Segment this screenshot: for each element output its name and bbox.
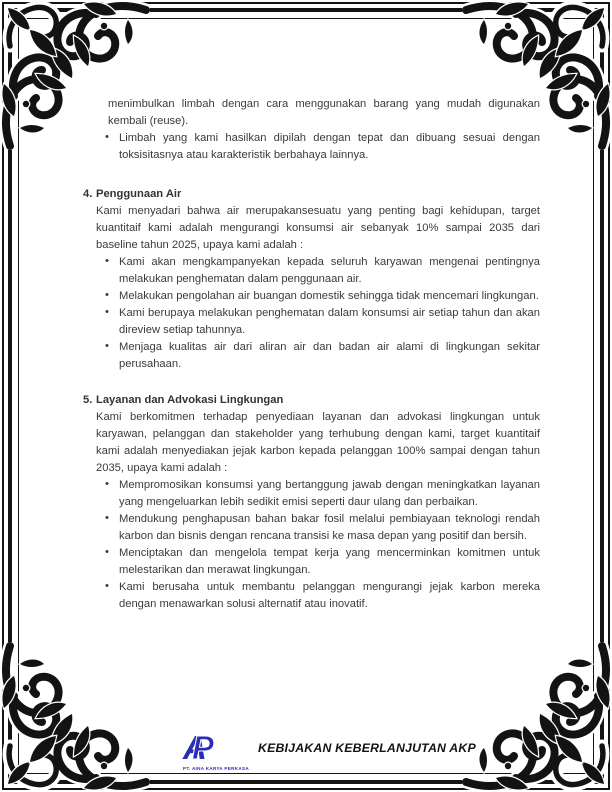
company-logo bbox=[183, 731, 249, 771]
logo-letter-a: A bbox=[183, 729, 192, 766]
logo-company-name: PT. AINA KARYA PERKASA bbox=[183, 766, 249, 771]
list-item-text: Kami berupaya melakukan penghematan dalam konsumsi air setiap tahun dan akan direview setiap tahunnya. bbox=[119, 307, 540, 336]
list-item bbox=[96, 511, 540, 545]
section-bullet-list bbox=[96, 477, 540, 613]
continuation-paragraph: menimbulkan limbah dengan cara menggunakan barang yang mudah digunakan kembali (reuse). bbox=[108, 98, 540, 127]
page-footer bbox=[183, 731, 476, 771]
bullet-icon: • bbox=[105, 289, 109, 301]
section-heading bbox=[83, 186, 540, 203]
bullet-icon: • bbox=[105, 340, 109, 352]
list-item bbox=[96, 545, 540, 579]
list-item-text: Kami berusaha untuk membantu pelanggan mengurangi jejak karbon mereka dengan menawarkan solusi alternatif atau inovatif. bbox=[119, 581, 540, 610]
list-item-text: Limbah yang kami hasilkan dipilah dengan tepat dan dibuang sesuai dengan toksisitasnya atau karakteristik berbahaya lainnya. bbox=[119, 132, 540, 161]
section-title: Penggunaan Air bbox=[96, 188, 182, 200]
bullet-icon: • bbox=[105, 512, 109, 524]
bullet-icon: • bbox=[105, 306, 109, 318]
bullet-icon: • bbox=[105, 255, 109, 267]
section-penggunaan-air bbox=[83, 186, 540, 373]
list-item-text: Mempromosikan konsumsi yang bertanggung jawab dengan meningkatkan layanan yang mengeluarkan lebih sedikit emisi seperti daur ulang dan perbaikan. bbox=[119, 479, 540, 508]
list-item-text: Menjaga kualitas air dari aliran air dan badan air alami di lingkungan sekitar perusahaan. bbox=[119, 341, 540, 370]
floral-corner-ornament-bottom-right bbox=[462, 642, 612, 792]
section-bullet-list bbox=[96, 254, 540, 373]
bullet-icon: • bbox=[105, 478, 109, 490]
list-item bbox=[96, 130, 540, 164]
footer-title: KEBIJAKAN KEBERLANJUTAN AKP bbox=[257, 741, 476, 755]
bullet-icon: • bbox=[105, 131, 109, 143]
list-item-text: Kami akan mengkampanyekan kepada seluruh karyawan mengenai pentingnya melakukan penghematan dalam penggunaan air. bbox=[119, 256, 540, 285]
section-paragraph: Kami berkomitmen terhadap penyediaan layanan dan advokasi lingkungan untuk karyawan, pelanggan dan stakeholder yang terhubung dengan kami, target kuantitaif kami adalah menyediakan jejak karbon kepada pelanggan 100% sampai dengan tahun 2035, upaya kami adalah : bbox=[96, 411, 540, 474]
list-item bbox=[96, 254, 540, 288]
list-item-text: Melakukan pengolahan air buangan domestik sehingga tidak mencemari lingkungan. bbox=[119, 290, 539, 302]
logo-letter-p: P bbox=[191, 729, 199, 766]
list-item bbox=[96, 339, 540, 373]
list-item-text: Mendukung penghapusan bahan bakar fosil melalui pembiayaan teknologi rendah karbon dan bisnis dengan rencana transisi ke masa depan yang positif dan bersih. bbox=[119, 513, 540, 542]
document-body bbox=[83, 96, 540, 613]
list-item bbox=[96, 288, 540, 305]
list-item bbox=[96, 579, 540, 613]
section-number: 4. bbox=[83, 188, 93, 200]
section-number: 5. bbox=[83, 394, 93, 406]
section-heading bbox=[83, 392, 540, 409]
bullet-icon: • bbox=[105, 580, 109, 592]
list-item bbox=[96, 305, 540, 339]
floral-corner-ornament-bottom-left bbox=[0, 642, 150, 792]
section-layanan-advokasi bbox=[83, 392, 540, 613]
list-item-text: Menciptakan dan mengelola tempat kerja yang mencerminkan komitmen untuk melestarikan dan merawat lingkungan. bbox=[119, 547, 540, 576]
section-title: Layanan dan Advokasi Lingkungan bbox=[96, 394, 284, 406]
continuation-bullet-list bbox=[96, 130, 540, 164]
list-item bbox=[96, 477, 540, 511]
logo-ap-icon bbox=[183, 731, 214, 765]
section-paragraph: Kami menyadari bahwa air merupakansesuatu yang penting bagi kehidupan, target kuantitaif kami adalah mengurangi konsumsi air sebanyak 10% sampai 2035 dari baseline tahun 2025, upaya kami adalah : bbox=[96, 205, 540, 251]
bullet-icon: • bbox=[105, 546, 109, 558]
